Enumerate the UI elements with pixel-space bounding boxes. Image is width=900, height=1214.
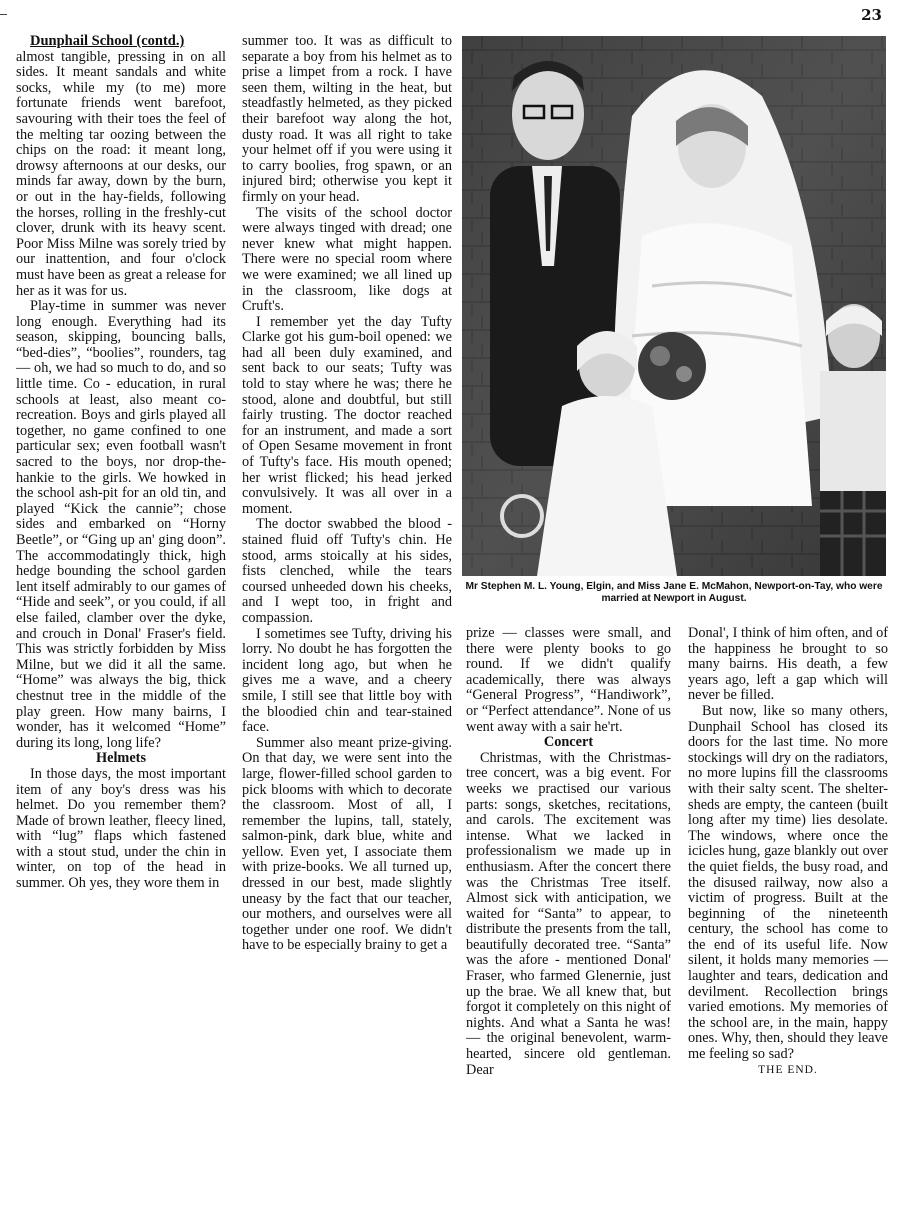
- paragraph: The visits of the school doctor were always tinged with dread; one never knew what might happen. There were no special room where we were examined; we all lined up in the classroom, like dogs at Cruft's.: [242, 204, 452, 315]
- corner-mark: [0, 14, 7, 15]
- page-boy-figure: [820, 304, 886, 576]
- paragraph: almost tangible, pressing in on all sides. It meant sandals and white socks, while my (to me) more fortunate friends went barefoot, savouring with their toes the feel of the melting tar oozing between the chips on the road: it meant long, drowsy afternoons at our desks, our minds far away, down by the burn, or out in the hay-fields, following the horses, rolling in the freshly-cut clover, drunk with its heavy scent. Poor Miss Milne was sorely tried by our inattention, and four o'clock must have been as great a release for her as it was for us.: [16, 48, 226, 299]
- paragraph: Christmas, with the Christmas-tree concert, was a big event. For weeks we practised our various parts: songs, sketches, recitations, and carols. The excitement was intense. What we lacked in professionalism we made up in enthusiasm. After the concert there was the Christmas Tree itself. Almost sick with anticipation, we waited for “Santa” to appear, to distribute the presents from the tall, beautifully decorated tree. “Santa” was the afore - mentioned Donal' Fraser, who farmed Glenernie, just up the brae. We all knew that, but forgot it completely on this night of nights. And what a Santa he was! — the original benevolent, warm-hearted, sincere old gentleman. Dear: [466, 749, 671, 1078]
- the-end: THE END.: [758, 1063, 818, 1076]
- paragraph: But now, like so many others, Dunphail School has closed its doors for the last time. No more stockings will dry on the radiators, no more lupins fill the classrooms with their salty scent. The shelter-sheds are empty, the canteen (built long after my time) lies desolate. The windows, where once the icicles hung, gaze blankly out over the quiet fields, the busy road, and the disused railway, now also a victim of progress. Built at the beginning of the nineteenth century, the school has come to the end of its useful life. Now silent, it holds many memories — laughter and tears, dedication and devilment. Recollection brings varied emotions. My memories of the school are, in the main, happy ones. Why, then, should they leave me feeling so sad?: [688, 702, 888, 1063]
- wedding-photo: [462, 36, 886, 576]
- article-title: Dunphail School (contd.): [30, 34, 185, 49]
- paragraph: In those days, the most important item of any boy's dress was his helmet. Do you remember them? Made of brown leather, fleecy lined, with “lug” flaps which fastened with a stout stud, under the chin in winter, on top of the head in summer. Oh yes, they wore them in: [16, 765, 226, 892]
- paragraph: I sometimes see Tufty, driving his lorry. No doubt he has forgotten the incident long ago, but when he gives me a wave, and a cheery smile, I still see that little boy with the bloodied chin and tear-stained face.: [242, 625, 452, 736]
- article-column-2: [242, 34, 452, 1206]
- paragraph: summer too. It was as difficult to separate a boy from his helmet as to prise a limpet from a rock. I have seen them, wilting in the heat, but steadfastly helmeted, as they picked their barefoot way along the hot, dusty road. It was all right to take your helmet off if you were using it to carry boolies, frog spawn, or an injured bird; otherwise you kept it firmly on your head.: [242, 34, 452, 205]
- paragraph: prize — classes were small, and there were plenty books to go round. If we didn't qualify academically, there was always “General Progress”, “Handiwork”, or “Perfect attendance”. None of us went away with a sair he'rt.: [466, 626, 671, 735]
- section-heading-helmets: Helmets: [95, 750, 147, 767]
- article-column-4: [688, 626, 888, 1206]
- paragraph: Play-time in summer was never long enough. Everything had its season, skipping, bouncing balls, “bed-dies”, “boolies”, rounders, tag — oh, we had so much to do, and so little time. Co - education, in rural schools at least, also meant co-recreation. Boys and girls played all together, no game confined to one particular sex; even football wasn't sacred to the boys, nor drop-the-hankie to the girls. We howked in the school ash-pit for an old tin, and played “Kick the cannie”; chose sides and embarked on “Horny Beetle”, or “Ging up an' ging doon”. The accommodatingly thick, high hedge bounding the school garden lent itself admirably to our games of “Hide and seek”, or you could, if all else failed, clamber over the dyke, and crouch in Donal' Fraser's field. This was strictly forbidden by Miss Milne, but we did it all the same. “Home” was always the big, thick chestnut tree in the middle of the play green. How many bairns, I wonder, has it welcomed “Home” during its long, long life?: [16, 298, 226, 751]
- paragraph: The doctor swabbed the blood - stained fluid off Tufty's chin. He stood, arms stoically at his sides, fists clenched, while the tears coursed unheeded down his cheeks, and I wept too, in fright and compassion.: [242, 516, 452, 626]
- section-heading-concert: Concert: [543, 734, 594, 751]
- photo-caption: Mr Stephen M. L. Young, Elgin, and Miss Jane E. McMahon, Newport-on-Tay, who were married at Newport in August.: [465, 581, 883, 604]
- paragraph: Summer also meant prize-giving. On that day, we were sent into the large, flower-filled school garden to pick blooms with which to decorate the classroom. Most of all, I remember the lupins, tall, stately, salmon-pink, dark blue, white and yellow. Even yet, I associate them with prize-books. We all turned up, dressed in our best, made slightly uneasy by the fact that our teacher, our mothers, and ourselves were all together under one roof. We didn't have to be especially brainy to get a: [242, 734, 452, 954]
- paragraph: Donal', I think of him often, and of the happiness he brought to so many bairns. His death, a few years ago, left a gap which will never be filled.: [688, 626, 888, 704]
- article-column-1: [16, 34, 226, 1206]
- article-column-3: [466, 626, 671, 1206]
- page-number: 23: [861, 6, 882, 24]
- wedding-photo-image: [462, 36, 886, 576]
- paragraph: I remember yet the day Tufty Clarke got his gum-boil opened: we had all been duly examined, and sent back to our seats; Tufty was told to stay where he was; there he stood, alone and doubtful, but still fairly trusting. The doctor reached for an instrument, and made a sort of Open Sesame movement in front of Tufty's face. His mouth opened; her wrist flicked; his head jerked convulsively. It was all over in a moment.: [242, 313, 452, 517]
